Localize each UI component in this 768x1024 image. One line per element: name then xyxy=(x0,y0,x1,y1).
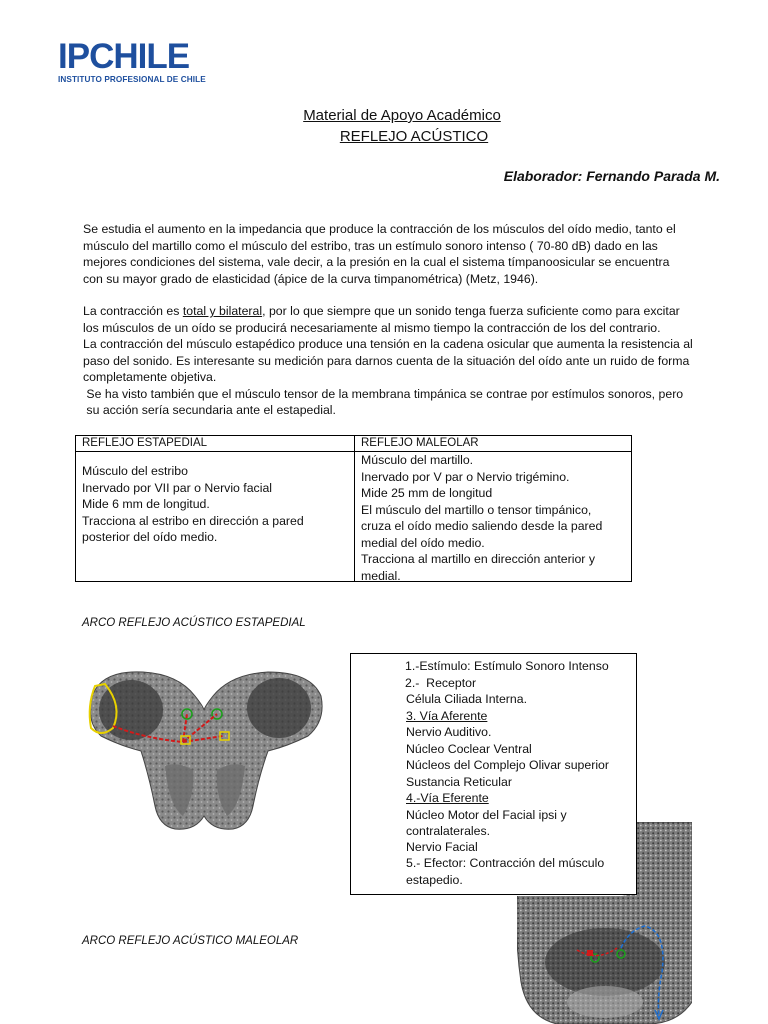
cell-line: Mide 25 mm de longitud xyxy=(361,486,493,500)
step-line: Nervio Facial xyxy=(406,840,478,854)
step-line: Núcleo Coclear Ventral xyxy=(406,742,532,756)
cell-line: Inervado por VII par o Nervio facial xyxy=(82,480,273,495)
caption-arco-maleolar: ARCO REFLEJO ACÚSTICO MALEOLAR xyxy=(82,935,299,947)
step-line: 2.- Receptor xyxy=(405,676,477,690)
logo-subtitle: INSTITUTO PROFESIONAL DE CHILE xyxy=(58,75,206,84)
step-line: Núcleos del Complejo Olivar superior xyxy=(406,758,609,772)
step-line: contralaterales. xyxy=(406,824,491,838)
cell-line: Músculo del estribo xyxy=(82,464,188,478)
cell-line: El músculo del martillo o tensor timpánico, xyxy=(361,502,592,517)
paragraph-line: paso del sonido. Es interesante su medición para darnos cuenta de la situación del oído ante un ruido de forma xyxy=(83,353,690,368)
reflex-comparison-table xyxy=(75,435,632,582)
cell-line: Tracciona al estribo en dirección a pared xyxy=(82,513,304,528)
text-run: , por lo que siempre que un sonido tenga fuerza suficiente como para excitar xyxy=(262,304,680,318)
cell-line: medial. xyxy=(361,568,401,583)
contraction-paragraph xyxy=(83,303,723,419)
paragraph-line xyxy=(83,303,723,320)
paragraph-line: músculo del martillo como el músculo del estribo, tras un estímulo sonoro intenso ( 70-80 dB) dado en las xyxy=(83,238,658,253)
step-line: 5.- Efector: Contracción del músculo xyxy=(406,856,605,870)
paragraph-line: su acción sería secundaria ante el estapedial. xyxy=(83,403,336,417)
arc-reflex-steps-box xyxy=(350,653,637,895)
brainstem-section-image-estapedial xyxy=(83,666,326,832)
cell-line: posterior del oído medio. xyxy=(82,530,218,544)
paragraph-line: completamente objetiva. xyxy=(83,370,217,384)
table-cell-maleolar xyxy=(361,452,629,584)
table-header-maleolar: REFLEJO MALEOLAR xyxy=(361,437,479,449)
step-line: Sustancia Reticular xyxy=(406,775,512,789)
step-line: Célula Ciliada Interna. xyxy=(406,692,527,706)
table-header-estapedial: REFLEJO ESTAPEDIAL xyxy=(82,437,208,449)
cell-line: Inervado por V par o Nervio trigémino. xyxy=(361,469,570,484)
cell-line: medial del oído medio. xyxy=(361,535,485,550)
step-line: Núcleo Motor del Facial ipsi y xyxy=(406,808,567,822)
step-line: estapedio. xyxy=(406,873,463,887)
table-cell-estapedial xyxy=(82,463,350,546)
step-line: 1.-Estímulo: Estímulo Sonoro Intenso xyxy=(405,659,609,673)
table-column-divider xyxy=(354,436,355,581)
step-line: 4.-Vía Eferente xyxy=(406,791,489,805)
paragraph-line: Se ha visto también que el músculo tensor de la membrana timpánica se contrae por estímulos sonoros, pero xyxy=(83,386,684,401)
cell-line: Tracciona al martillo en dirección anterior y xyxy=(361,552,595,566)
author-line: Elaborador: Fernando Parada M. xyxy=(503,168,720,184)
text-run: La contracción es xyxy=(83,304,183,318)
paragraph-line: los músculos de un oído se producirá necesariamente al mismo tiempo la contracción de los del contrario. xyxy=(83,320,661,335)
document-title: Material de Apoyo Académico xyxy=(303,107,501,124)
underlined-term: total y bilateral xyxy=(182,304,263,318)
caption-arco-estapedial: ARCO REFLEJO ACÚSTICO ESTAPEDIAL xyxy=(82,617,306,629)
document-subtitle: REFLEJO ACÚSTICO xyxy=(339,128,489,145)
institution-logo xyxy=(58,37,206,84)
paragraph-line: mejores condiciones del sistema, vale decir, a la presión en la cual el sistema tímpanoosicular se encuentra xyxy=(83,255,670,269)
paragraph-line: con su mayor grado de elasticidad (ápice de la curva timpanométrica) (Metz, 1946). xyxy=(83,271,539,286)
cell-line: cruza el oído medio saliendo desde la pared xyxy=(361,519,603,533)
logo-wordmark: IPCHILE xyxy=(58,37,190,76)
paragraph-line: La contracción del músculo estapédico produce una tensión en la cadena osicular que aumenta la resistencia al xyxy=(83,337,693,351)
cell-line: Mide 6 mm de longitud. xyxy=(82,497,210,511)
paragraph-line: Se estudia el aumento en la impedancia que produce la contracción de los músculos del oído medio, tanto el xyxy=(83,222,676,236)
intro-paragraph xyxy=(83,221,723,287)
step-line: Nervio Auditivo. xyxy=(406,725,492,739)
cell-line: Músculo del martillo. xyxy=(361,453,474,467)
step-line: 3. Vía Aferente xyxy=(406,709,488,723)
